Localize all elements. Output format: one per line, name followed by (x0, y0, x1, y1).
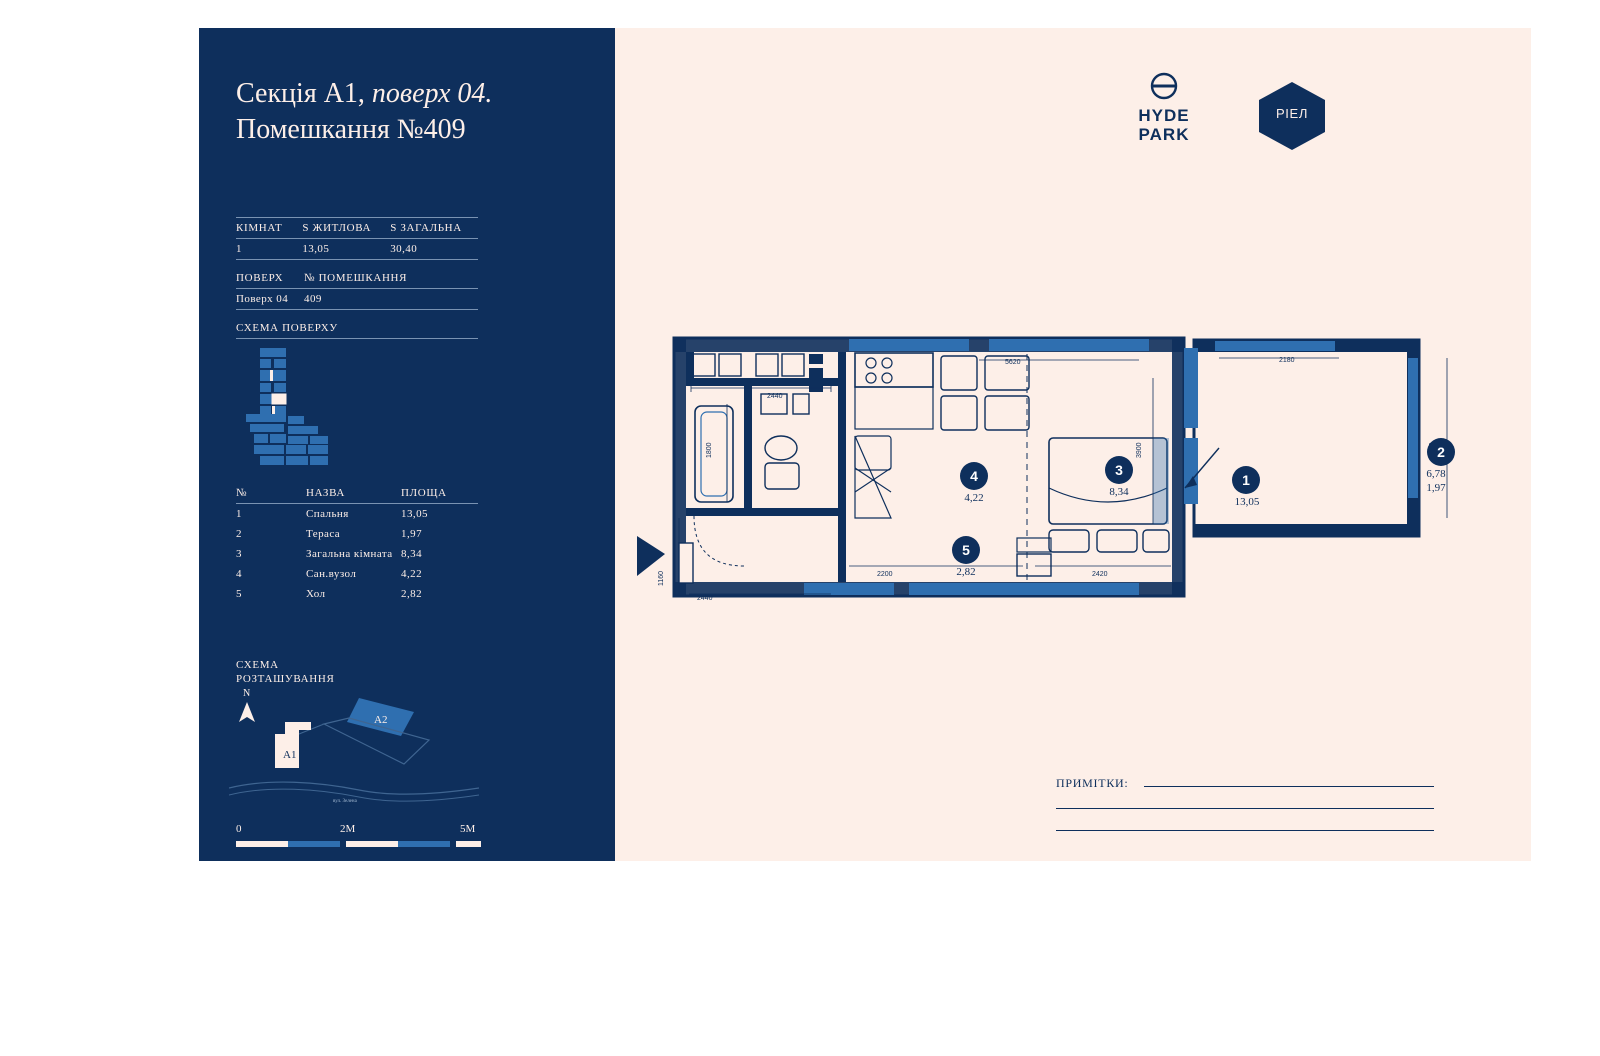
cell-living-area: 13,05 (302, 243, 330, 255)
notes-line[interactable] (1144, 786, 1434, 787)
table-row (236, 504, 478, 524)
notes-label: ПРИМІТКИ: (1056, 776, 1129, 790)
room-badge-4[interactable]: 4 (960, 462, 988, 490)
table-row (236, 564, 478, 584)
cell-name: Сан.вузол (306, 568, 357, 580)
location-scheme-label-line2: РОЗТАШУВАННЯ (236, 673, 335, 685)
hyde-park-logo (1119, 70, 1209, 144)
cell-apartment: 409 (304, 293, 322, 305)
cell-name: Загальна кімната (306, 548, 393, 560)
page-title-line1-plain: Секція А1, (236, 78, 365, 109)
col-total-area-header: S ЗАГАЛЬНА (390, 222, 462, 234)
col-name-header: НАЗВА (306, 487, 346, 499)
hyde-park-line1: HYDE (1138, 106, 1190, 125)
apartment-floor-plan (619, 318, 1519, 618)
floor-mini-plan (236, 346, 416, 476)
scale-segment (456, 841, 481, 847)
rooms-table (236, 483, 478, 604)
table-row (236, 524, 478, 544)
location-scheme (229, 678, 479, 813)
cell-floor: Поверх 04 (236, 293, 289, 305)
dimension-2200: 2200 (877, 571, 893, 578)
cell-number: 5 (236, 588, 242, 600)
room-area-2-top: 6,78 (1426, 468, 1446, 480)
scale-end-label: 5М (460, 823, 476, 835)
table-row (236, 289, 478, 309)
cell-name: Хол (306, 588, 326, 600)
scale-segment (398, 841, 450, 847)
col-area-header: ПЛОЩА (401, 487, 447, 499)
col-living-area-header: S ЖИТЛОВА (302, 222, 372, 234)
cell-area: 8,34 (401, 548, 423, 560)
dimension-2180: 2180 (1279, 357, 1295, 364)
location-scheme-label-line1: СХЕМА (236, 659, 279, 671)
divider (236, 238, 478, 239)
divider (236, 217, 478, 218)
hyde-park-line2: PARK (1138, 125, 1190, 144)
room-area-1: 13,05 (1234, 496, 1260, 508)
cell-rooms: 1 (236, 243, 242, 255)
cell-number: 3 (236, 548, 242, 560)
cell-area: 4,22 (401, 568, 423, 580)
cell-area: 13,05 (401, 508, 428, 520)
divider (236, 288, 478, 289)
room-badge-3[interactable]: 3 (1105, 456, 1133, 484)
info-panel (199, 28, 615, 861)
cell-area: 1,97 (401, 528, 423, 540)
riel-label: РІЕЛ (1275, 106, 1309, 121)
room-area-4: 4,22 (964, 492, 984, 504)
notes-line[interactable] (1056, 830, 1434, 831)
floor-scheme-label: СХЕМА ПОВЕРХУ (236, 322, 338, 334)
dimension-2440-2: 2440 (697, 595, 713, 602)
cell-area: 2,82 (401, 588, 423, 600)
scale-segment (346, 841, 398, 847)
room-area-5: 2,82 (956, 566, 976, 578)
room-area-2: 1,97 (1426, 482, 1446, 494)
page-title-line2: Помешкання №409 (236, 114, 466, 145)
dimension-2420: 2420 (1092, 571, 1108, 578)
room-badge-5[interactable]: 5 (952, 536, 980, 564)
scale-segment (288, 841, 340, 847)
summary-table (236, 217, 478, 260)
cell-number: 1 (236, 508, 242, 520)
col-rooms-header: КІМНАТ (236, 222, 283, 234)
north-label: N (243, 688, 251, 699)
cell-number: 4 (236, 568, 242, 580)
floor-scheme-section (236, 318, 478, 339)
dimension-1160: 1160 (658, 570, 665, 586)
cell-name: Тераса (306, 528, 341, 540)
block-a2-label: А2 (374, 714, 388, 726)
hyde-park-mark-icon (1148, 70, 1180, 102)
table-row (236, 239, 478, 259)
floor-table (236, 268, 478, 310)
divider (236, 503, 478, 504)
notes-line[interactable] (1056, 808, 1434, 809)
scale-bar (236, 823, 481, 853)
table-header-row (236, 483, 478, 503)
scale-mid-label: 2М (340, 823, 356, 835)
room-badge-1[interactable]: 1 (1232, 466, 1260, 494)
riel-logo (1255, 80, 1329, 152)
col-floor-header: ПОВЕРХ (236, 272, 284, 284)
table-row (236, 584, 478, 604)
page-title-line1-italic: поверх 04. (364, 78, 493, 109)
table-header-row (236, 218, 478, 238)
room-area-3: 8,34 (1109, 486, 1129, 498)
cell-total-area: 30,40 (390, 243, 418, 255)
table-header-row (236, 268, 478, 288)
divider (236, 309, 478, 310)
col-number-header: № (236, 487, 248, 499)
col-apartment-header: № ПОМЕШКАННЯ (304, 272, 408, 284)
block-a1-label: А1 (283, 749, 297, 761)
scale-segment (236, 841, 288, 847)
scale-start-label: 0 (236, 823, 242, 835)
page-title (236, 76, 586, 148)
divider (236, 259, 478, 260)
divider (236, 338, 478, 339)
sheet-background (199, 28, 1531, 861)
room-badge-2[interactable]: 2 (1427, 438, 1455, 466)
dimension-5620: 5620 (1005, 359, 1021, 366)
dimension-1800: 1800 (706, 442, 713, 458)
cell-name: Спальня (306, 508, 349, 520)
table-row (236, 544, 478, 564)
street-label: вул. Зелена (333, 799, 357, 804)
dimension-3900: 3900 (1136, 442, 1143, 458)
dimension-2440: 2440 (767, 393, 783, 400)
cell-number: 2 (236, 528, 242, 540)
